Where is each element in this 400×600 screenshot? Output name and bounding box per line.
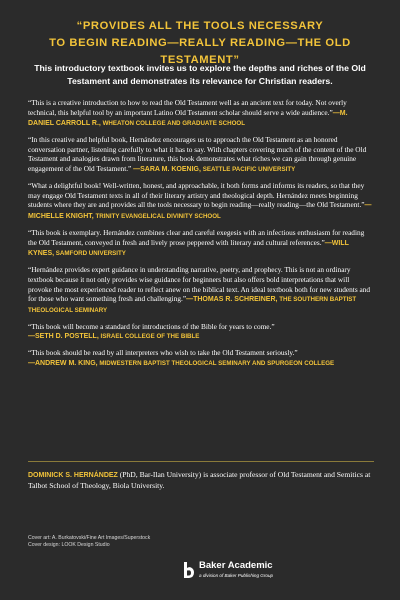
endorsement [28,228,374,259]
endorsement-quote: “This book will become a standard for introductions of the Bible for years to come.” [28,321,275,331]
endorser-name: —WILL KYNES, [28,239,349,258]
endorsement-attribution [28,333,199,340]
headline-line-2: TO BEGIN READING—REALLY READING—THE OLD TESTAMENT” [49,37,351,66]
endorser-name: —SARA M. KOENIG, [133,166,201,174]
endorsement [28,265,374,315]
publisher-logo [183,557,283,587]
endorser-affiliation: THE SOUTHERN BAPTIST THEOLOGICAL SEMINARY [28,296,357,314]
endorsement [28,348,374,368]
publisher-division: a division of Baker Publishing Group [199,573,274,578]
endorsement-quote: “What a delightful book! Well-written, honest, and approachable, it both forms and informs its readers, so that they may engage Old Testament texts in all of their literary artistry and theological depth. Hernández meets beginning students where they are and provides all the tools necessary to begin reading—really reading—the Old Testament.” [28,181,365,210]
author-bio [28,470,374,491]
baker-b-logo-icon [183,561,195,579]
endorser-name: —THOMAS R. SCHREINER, [186,296,278,304]
publisher-name: Baker Academic [199,560,273,571]
endorser-name: —M. DANIEL CARROLL R., [28,109,348,128]
endorser-affiliation: ISRAEL COLLEGE OF THE BIBLE [100,333,200,341]
cover-design-credit: Cover design: LOOK Design Studio [28,542,110,548]
endorser-name: —SETH D. POSTELL, [28,333,99,341]
endorsement-quote: “This book is exemplary. Hernández combines clear and careful exegesis with an infectious enthusiasm for reading the Old Testament, conveyed in fresh and lively prose peppered with literary and cultural references.” [28,228,365,247]
endorsements-list [28,98,374,375]
endorsement-attribution [28,360,334,367]
endorsement [28,98,374,129]
endorsement [28,135,374,174]
author-name: DOMINICK S. HERNÁNDEZ [28,472,118,479]
endorsement [28,322,374,342]
endorsement-attribution [133,166,295,173]
endorser-affiliation: MIDWESTERN BAPTIST THEOLOGICAL SEMINARY AND SPURGEON COLLEGE [99,360,335,368]
intro-paragraph: This introductory textbook invites us to explore the depths and riches of the Old Testament and demonstrates its relevance for Christian readers. [34,63,366,86]
headline-line-1: “PROVIDES ALL THE TOOLS NECESSARY [76,20,324,32]
endorsement-quote: “Hernández provides expert guidance in understanding narrative, poetry, and prophecy. This is not an ordinary textbook because it not only provides wise guidance for beginners but also offers bold interpretations that will provoke the most experienced reader to reflect anew on the biblical text. An ideal textbook both for new students and for those who want something fresh and challenging.” [28,265,371,304]
endorser-affiliation: WHEATON COLLEGE AND GRADUATE SCHOOL [102,120,246,128]
section-divider [28,461,374,462]
endorser-name: —ANDREW M. KING, [28,360,98,368]
cover-art-credit: Cover art: A. Burkatovski/Fine Art Images/Superstock [28,535,151,541]
endorsement-quote: “This book should be read by all interpreters who wish to take the Old Testament seriously.” [28,348,298,358]
endorser-affiliation: TRINITY EVANGELICAL DIVINITY SCHOOL [95,212,221,220]
endorsement-quote: “This is a creative introduction to how to read the Old Testament well as an ancient text for today. Not overly technical, this helpful tool by an important Latino Old Testament scholar should serve a wide audience.” [28,98,347,117]
cover-credits [28,535,228,549]
endorsement-quote: “In this creative and helpful book, Hernández encourages us to approach the Old Testament as an honored conversation partner, listening carefully to what it has to say. With chapters covering much of the content of the Old Testament and analogies drawn from literature, this book demonstrates what riches we can gain through genuine engagement of the Old Testament.” [28,135,367,174]
endorsement [28,181,374,221]
endorser-affiliation: SAMFORD UNIVERSITY [55,250,126,258]
endorser-name: —MICHELLE KNIGHT, [28,202,372,220]
author-bio-text: (PhD, Bar-Ilan University) is associate professor of Old Testament and Semitics at Talbot School of Theology, Biola University. [28,470,371,490]
endorser-affiliation: SEATTLE PACIFIC UNIVERSITY [202,166,296,174]
